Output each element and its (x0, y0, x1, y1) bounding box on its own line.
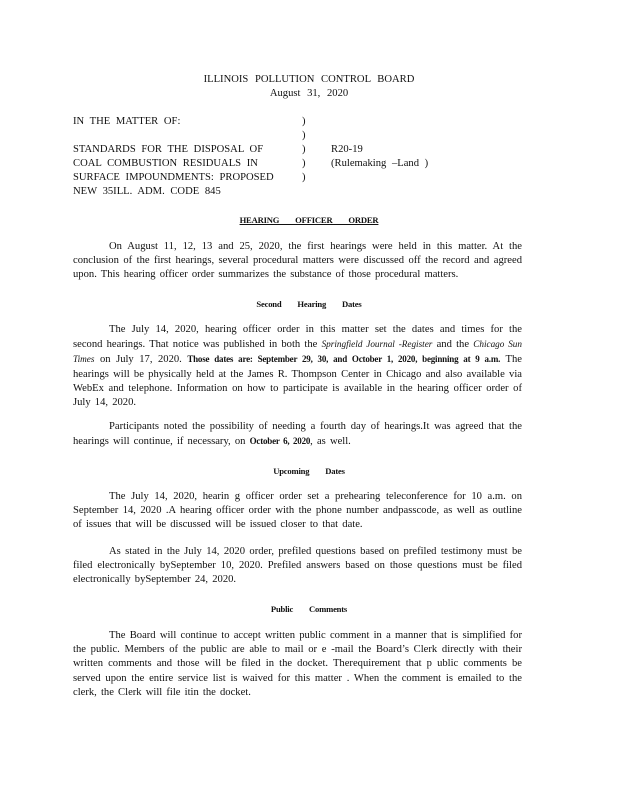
caption-paren: ) (302, 144, 306, 155)
public-comments-heading: Public Comments (270, 604, 348, 614)
docket-number: R20-19 (331, 144, 363, 155)
newspaper-chicago: Chicago Sun Times (73, 339, 522, 365)
second-hearing-text-b: on July 17, 2020. (99, 354, 182, 366)
caption-line-3: SURFACE IMPOUNDMENTS: PROPOSED (73, 172, 274, 183)
fourth-day-date: October 6, 2020 (249, 436, 311, 447)
second-hearing-text-a: The July 14, 2020, hearing officer order in this matter set the dates and times for the second hearings. That notice was published in both the (73, 324, 522, 351)
docket-type: (Rulemaking –Land ) (331, 158, 429, 169)
newspaper-springfield: Springfield Journal -Register (321, 339, 433, 350)
caption-paren: ) (302, 130, 306, 141)
order-date: August 31, 2020 (269, 88, 349, 99)
document-title: HEARING OFFICER ORDER (239, 215, 379, 225)
agency-name: ILLINOIS POLLUTION CONTROL BOARD (203, 74, 415, 85)
intro-paragraph: On August 11, 12, 13 and 25, 2020, the first hearings were held in this matter. At the conclusion of the first hearings, several procedural matters were discussed off the record and agreed upon. This hearing officer order summarizes the substance of those procedural matters. (73, 241, 522, 281)
second-hearing-and: and the (436, 339, 470, 351)
fourth-day-text-b: , as well. (310, 436, 351, 448)
second-hearing-paragraph (73, 323, 522, 410)
caption-paren: ) (302, 158, 306, 169)
prefiled-paragraph: As stated in the July 14, 2020 order, prefiled questions based on prefiled testimony must be filed electronically bySeptember 10, 2020. Prefiled answers based on those questions must be filed electronically bySeptember 24, 2020. (73, 546, 522, 586)
public-comments-paragraph: The Board will continue to accept written public comment in a manner that is simplified for the public. Members of the public are able to mail or e -mail the Board’s Clerk directly with their written comments and those will be filed in the docket. Therequirement that p ublic comments be served upon the entire service list is waived for this matter . When the comment is emailed to the clerk, the Clerk will file itin the docket. (73, 630, 522, 698)
caption-line-4: NEW 35ILL. ADM. CODE 845 (73, 186, 221, 197)
hearing-dates-bold: Those dates are: September 29, 30, and October 1, 2020, beginning at 9 a.m. (187, 354, 501, 365)
upcoming-dates-heading: Upcoming Dates (273, 466, 345, 476)
caption-line-2: COAL COMBUSTION RESIDUALS IN (73, 158, 258, 169)
prehearing-paragraph: The July 14, 2020, hearin g officer order set a prehearing teleconference for 10 a.m. on September 14, 2020 .A hearing officer order with the phone number andpasscode, as well as outline of issues that will be discussed will be issued closer to that date. (73, 491, 522, 531)
caption-paren: ) (302, 116, 306, 127)
fourth-day-text-a: Participants noted the possibility of needing a fourth day of hearings.It was agreed that the hearings will continue, if necessary, on (73, 421, 522, 448)
caption-line-in-the-matter: IN THE MATTER OF: (73, 116, 181, 127)
second-hearing-text-c: The hearings will be physically held at the James R. Thompson Center in Chicago and also available via WebEx and telephone. Information on how to participate is available in the hearing officer order of July 14, 2020. (73, 354, 522, 409)
fourth-day-paragraph (73, 420, 522, 449)
caption-line-1: STANDARDS FOR THE DISPOSAL OF (73, 144, 264, 155)
second-hearing-heading: Second Hearing Dates (256, 299, 362, 309)
caption-paren: ) (302, 172, 306, 183)
